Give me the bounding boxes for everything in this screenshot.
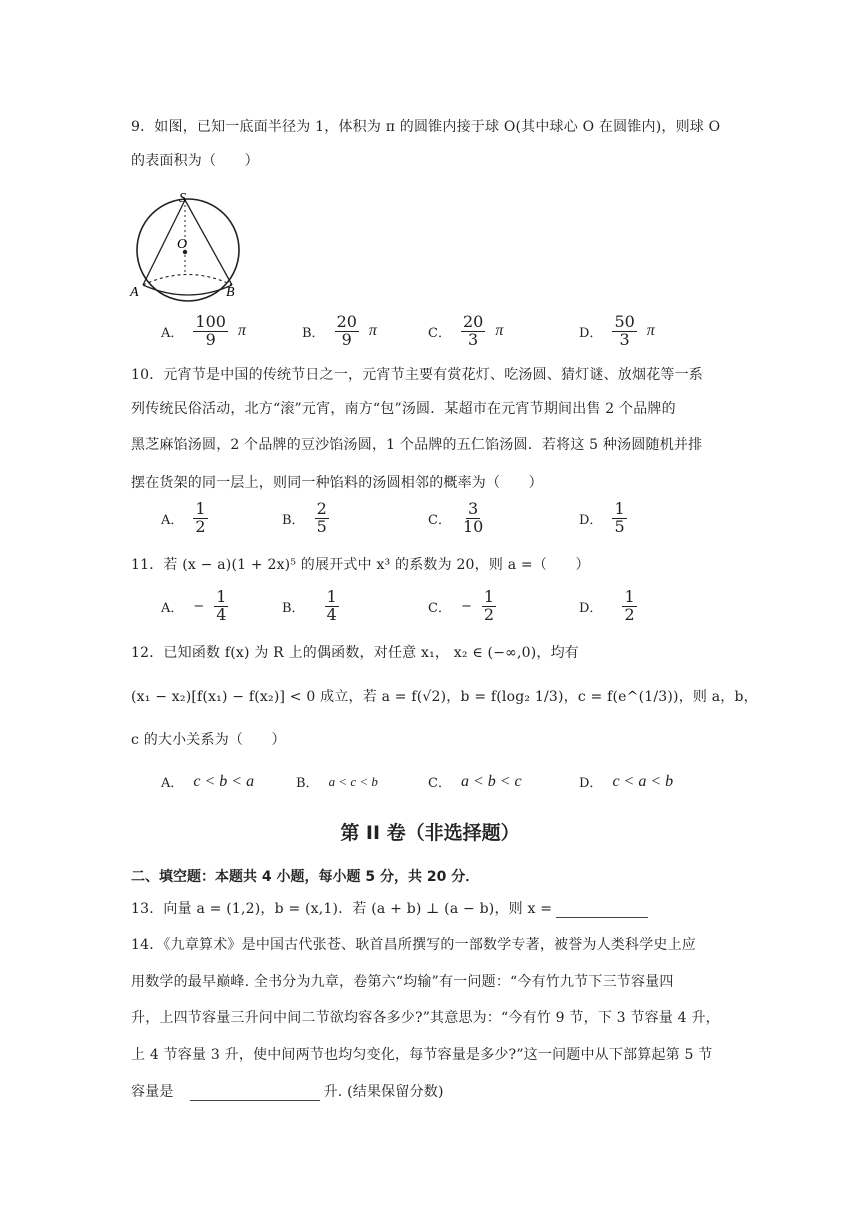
- q14-line3: 升，上四节容量三升问中间二节欲均容各多少?”其意思为：“今有竹 9 节，下 3 节容量 4 升，: [131, 1010, 720, 1026]
- section-2-heading: 二、填空题：本题共 4 小题，每小题 5 分，共 20 分．: [131, 869, 480, 885]
- q10-line2: 列传统民俗活动，北方“滚”元宵，南方“包”汤圆．某超市在元宵节期间出售 2 个品牌的: [131, 401, 676, 417]
- q10-option-c: C． $\frac{3}{10}$: [428, 499, 484, 536]
- q12-line3: c 的大小关系为（ ）: [131, 732, 286, 748]
- q13-answer-blank[interactable]: [556, 903, 648, 918]
- q14-line1: 14．《九章算术》是中国古代张苍、耿首昌所撰写的一部数学专著，被誉为人类科学史上应: [131, 937, 697, 953]
- q14-answer-blank[interactable]: [190, 1086, 320, 1101]
- q10-option-d: D． $\frac{1}{5}$: [579, 499, 625, 536]
- q10-line3: 黑芝麻馅汤圆，2 个品牌的豆沙馅汤圆，1 个品牌的五仁馅汤圆．若将这 5 种汤圆随机并排: [131, 437, 703, 453]
- q12-option-c: C． a < b < c: [428, 772, 522, 791]
- q9-option-b: B． $\frac{20}{9}$ π: [302, 312, 377, 349]
- q9-line2: 的表面积为（ ）: [131, 153, 259, 169]
- sphere-cone-figure: [128, 188, 248, 308]
- label-b: B: [226, 285, 235, 300]
- q10-option-a: A． $\frac{1}{2}$: [161, 499, 206, 536]
- q9-option-a: A． $\frac{100}{9}$ π: [161, 312, 246, 349]
- q14-line4: 上 4 节容量 3 升，使中间两节也均匀变化，每节容量是多少?”这一问题中从下部算起第 5 节: [131, 1047, 713, 1063]
- q12-line1: 12．已知函数 f(x) 为 R 上的偶函数，对任意 x₁， x₂ ∈ (−∞,0)，均有: [131, 645, 580, 661]
- q12-line2: (x₁ − x₂)[f(x₁) − f(x₂)] < 0 成立，若 a = f(√2)，b = f(log₂ 1/3)，c = f(e^(1/3))，则 a，b，: [131, 689, 758, 705]
- q11-option-a: A． − $\frac{1}{4}$: [161, 587, 227, 624]
- label-s: S: [179, 191, 186, 206]
- q9-option-c: C． $\frac{20}{3}$ π: [428, 312, 504, 349]
- q14-line2: 用数学的最早巅峰. 全书分为九章，卷第六“均输”有一问题：“今有竹九节下三节容量四: [131, 974, 674, 990]
- part-ii-title: 第 II 卷（非选择题）: [340, 822, 520, 844]
- q12-option-b: B． a < c < b: [296, 773, 378, 791]
- q14-line5: 容量是 升. (结果保留分数): [131, 1084, 444, 1100]
- q10-line1: 10．元宵节是中国的传统节日之一，元宵节主要有赏花灯、吃汤圆、猜灯谜、放烟花等一系: [131, 367, 704, 383]
- q12-option-a: A． c < b < a: [161, 772, 255, 791]
- label-o: O: [177, 237, 188, 252]
- q11-option-c: C． − $\frac{1}{2}$: [428, 587, 495, 624]
- q10-option-b: B． $\frac{2}{5}$: [282, 499, 327, 536]
- q10-line4: 摆在货架的同一层上，则同一种馅料的汤圆相邻的概率为（ ）: [131, 475, 543, 491]
- label-a: A: [130, 285, 139, 300]
- q11-option-d: D． $\frac{1}{2}$: [579, 587, 635, 624]
- q11-option-b: B． $\frac{1}{4}$: [282, 587, 337, 624]
- q12-option-d: D． c < a < b: [579, 772, 674, 791]
- q9-line1: 9．如图，已知一底面半径为 1，体积为 π 的圆锥内接于球 O(其中球心 O 在圆锥内)，则球 O: [131, 119, 721, 135]
- q13-text: 13．向量 a = (1,2)，b = (x,1)．若 (a + b) ⊥ (a − b)，则 x =: [131, 898, 648, 918]
- q9-option-d: D． $\frac{50}{3}$ π: [579, 312, 655, 349]
- q11-line1: 11．若 (x − a)(1 + 2x)⁵ 的展开式中 x³ 的系数为 20，则 a =（ ）: [131, 557, 590, 573]
